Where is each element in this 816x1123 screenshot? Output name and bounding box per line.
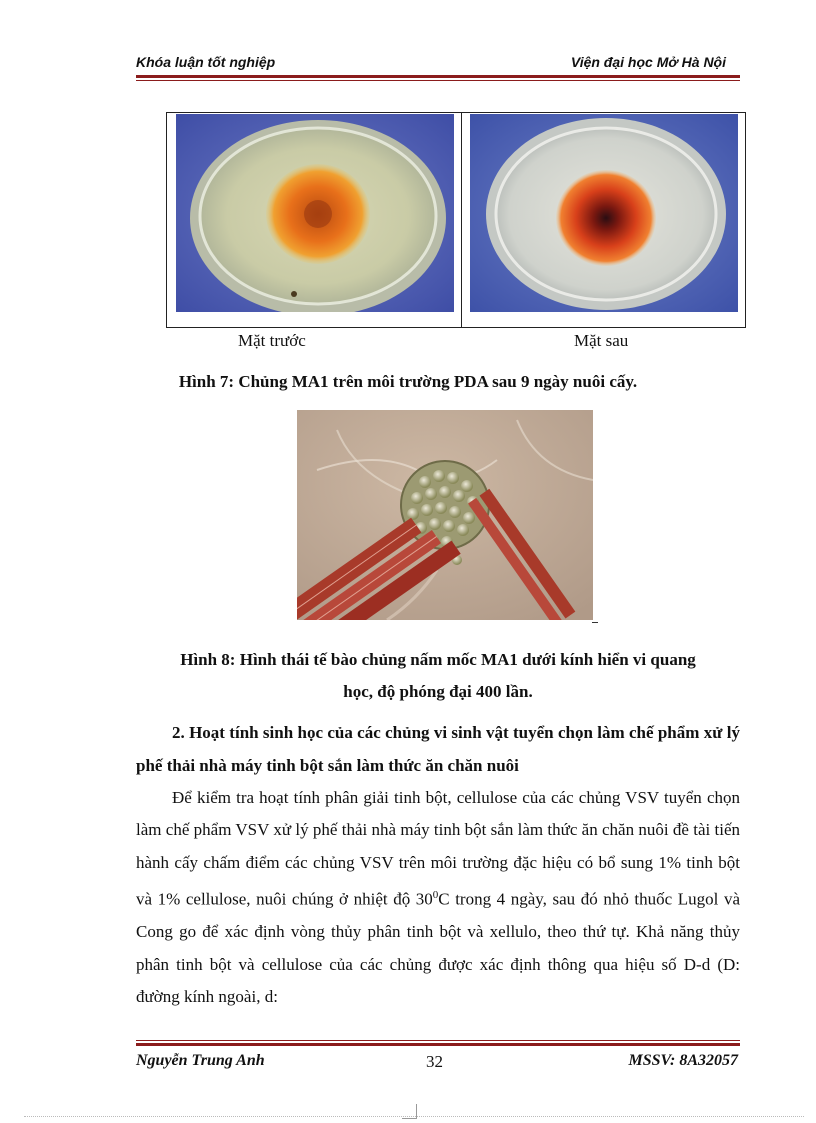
footer-rule-thin [136, 1040, 740, 1041]
body-superscript: 0 [432, 889, 439, 902]
page-edge-dotted [24, 1116, 804, 1117]
body-paragraph-part2: C trong 4 ngày, sau đó nhỏ thuốc Lugol và Cong go để xác định vòng thủy phân tinh bột và xellulo, theo thứ tự. Khả năng thủy phân tinh bột và cellulose của các chủng được xác định thông qua hiệu số D-d (D: đường kính ngoài, d: [136, 889, 740, 1007]
header-rule-thick [136, 75, 740, 78]
microscope-photo [297, 410, 593, 620]
footer-student-id: MSSV: 8A32057 [628, 1052, 738, 1069]
figure8-caption [136, 644, 740, 708]
header-thesis-type: Khóa luận tốt nghiệp [136, 54, 276, 70]
header-institution: Viện đại học Mở Hà Nội [570, 54, 726, 70]
footer-page-number: 32 [426, 1052, 443, 1071]
footer-rule-thick [136, 1043, 740, 1046]
figure8-caption-line1: Hình 8: Hình thái tế bào chủng nấm mốc MA1 dưới kính hiển vi quang [180, 650, 696, 669]
figure7-divider [461, 112, 462, 328]
figure8-caption-line2: học, độ phóng đại 400 lần. [343, 682, 533, 701]
section-heading: 2. Hoạt tính sinh học của các chủng vi sinh vật tuyển chọn làm chế phẩm xử lý phế thải nhà máy tinh bột sắn làm thức ăn chăn nuôi [136, 723, 740, 775]
figure7-label-back: Mặt sau [574, 331, 629, 350]
header-rule-thin [136, 80, 740, 81]
body-paragraph [136, 782, 740, 1014]
figure8-corner-mark [592, 622, 598, 623]
petri-dish-back-photo [470, 114, 738, 312]
body-paragraph-part1: Để kiểm tra hoạt tính phân giải tinh bột, cellulose của các chủng VSV tuyển chọn làm chế phẩm VSV xử lý phế thải nhà máy tinh bột sắn làm thức ăn chăn nuôi đề tài tiến hành cấy chấm điểm các chủng VSV trên môi trường đặc hiệu có bổ sung 1% tinh bột và 1% cellulose, nuôi chúng ở nhiệt độ 30 [136, 788, 740, 909]
petri-dish-front-photo [176, 114, 454, 312]
footer-author-name: Nguyễn Trung Anh [136, 1052, 265, 1069]
figure7-label-front: Mặt trước [238, 331, 306, 350]
figure7-caption: Hình 7: Chủng MA1 trên môi trường PDA sau 9 ngày nuôi cấy. [178, 372, 638, 391]
